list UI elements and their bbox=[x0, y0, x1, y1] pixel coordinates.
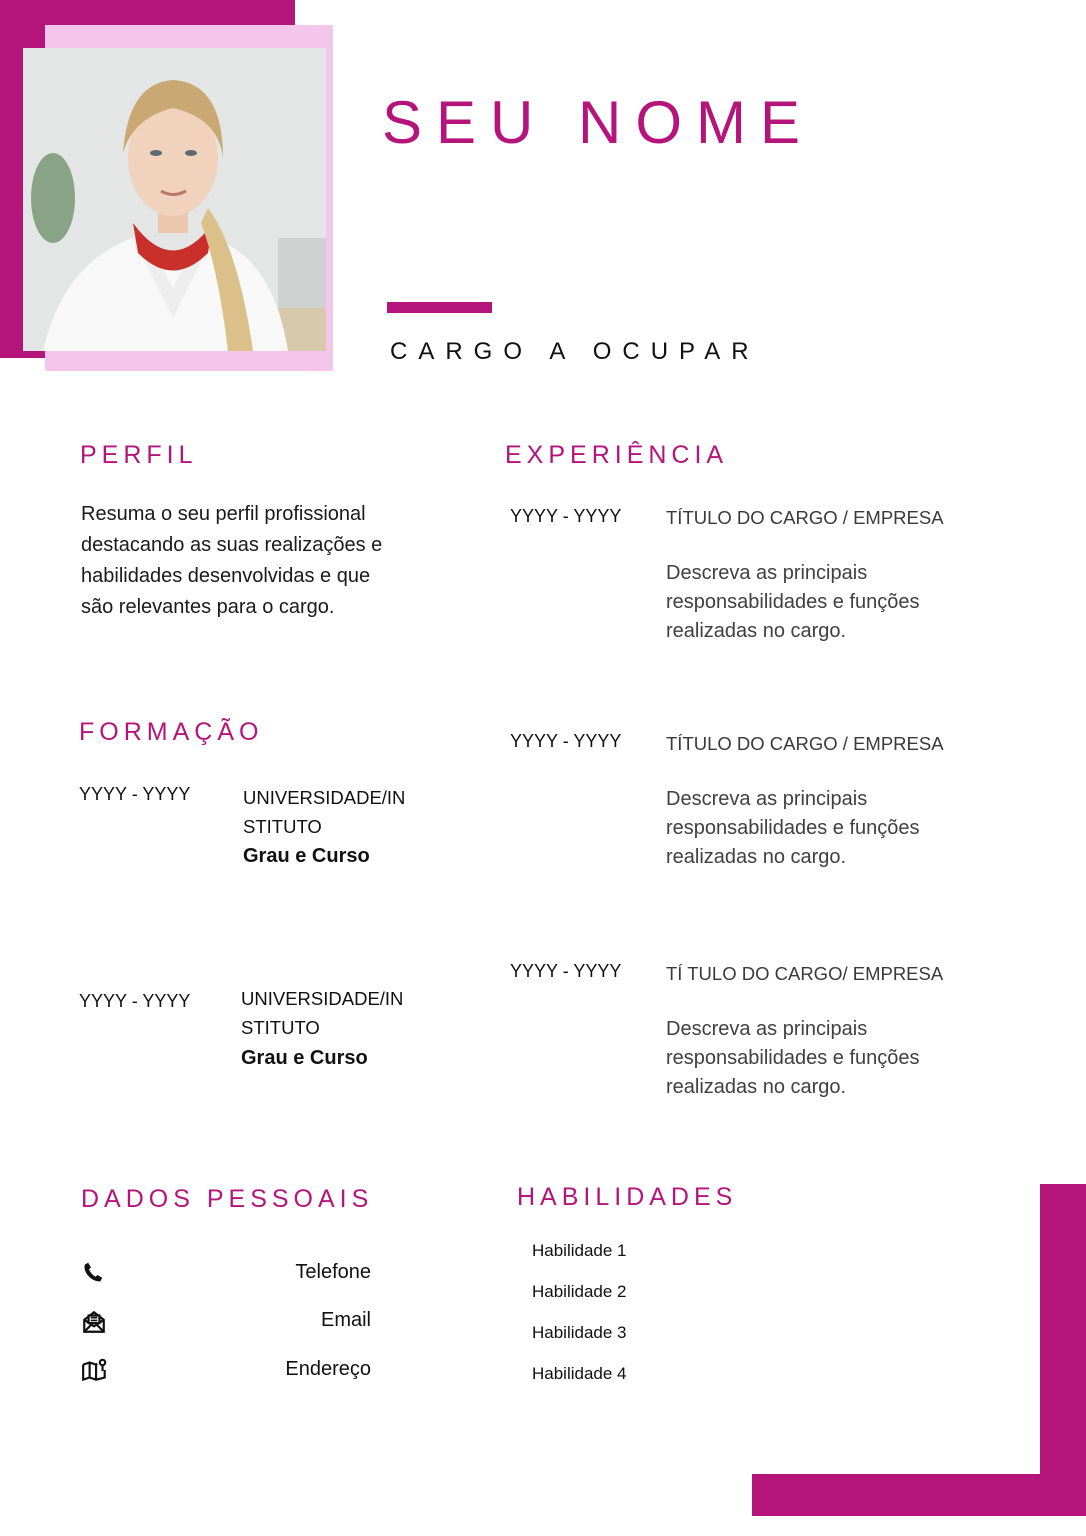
job-title: CARGO A OCUPAR bbox=[390, 338, 760, 365]
section-title-habilidades: HABILIDADES bbox=[517, 1183, 738, 1211]
education-degree: Grau e Curso bbox=[243, 845, 370, 867]
description-line: realizadas no cargo. bbox=[666, 620, 847, 642]
contact-address: Endereço bbox=[285, 1358, 371, 1380]
perfil-line: Resuma o seu perfil profissional bbox=[81, 503, 366, 525]
section-title-dados-pessoais: DADOS PESSOAIS bbox=[81, 1185, 374, 1213]
skill-item: Habilidade 4 bbox=[532, 1364, 627, 1383]
education-dates: YYYY - YYYY bbox=[79, 784, 191, 804]
candidate-name: SEU NOME bbox=[382, 89, 815, 156]
education-degree: Grau e Curso bbox=[241, 1047, 368, 1069]
section-title-experiencia: EXPERIÊNCIA bbox=[505, 441, 729, 469]
email-icon bbox=[81, 1309, 107, 1335]
section-title-formacao: FORMAÇÃO bbox=[79, 718, 264, 746]
description-line: Descreva as principais bbox=[666, 788, 868, 810]
perfil-line: habilidades desenvolvidas e que bbox=[81, 565, 371, 587]
perfil-line: destacando as suas realizações e bbox=[81, 534, 383, 556]
map-icon bbox=[81, 1357, 107, 1383]
experience-dates: YYYY - YYYY bbox=[510, 731, 622, 751]
decorative-corner-vertical bbox=[1040, 1184, 1086, 1516]
experience-title: TÍTULO DO CARGO / EMPRESA bbox=[666, 507, 944, 528]
education-institution bbox=[241, 984, 416, 1042]
experience-description bbox=[666, 785, 966, 872]
experience-title: TÍ TULO DO CARGO/ EMPRESA bbox=[666, 963, 944, 984]
section-title-perfil: PERFIL bbox=[80, 441, 198, 469]
education-dates: YYYY - YYYY bbox=[79, 991, 191, 1011]
institution-line: STITUTO bbox=[241, 1017, 320, 1038]
skill-item: Habilidade 3 bbox=[532, 1323, 627, 1342]
phone-icon bbox=[81, 1260, 107, 1286]
description-line: realizadas no cargo. bbox=[666, 1076, 847, 1098]
contact-phone: Telefone bbox=[295, 1261, 371, 1283]
institution-line: UNIVERSIDADE/IN bbox=[243, 787, 406, 808]
institution-line: UNIVERSIDADE/IN bbox=[241, 988, 404, 1009]
perfil-line: são relevantes para o cargo. bbox=[81, 596, 335, 618]
experience-title: TÍTULO DO CARGO / EMPRESA bbox=[666, 733, 944, 754]
experience-description bbox=[666, 559, 966, 646]
institution-line: STITUTO bbox=[243, 816, 322, 837]
contact-email: Email bbox=[320, 1309, 371, 1331]
description-line: responsabilidades e funções bbox=[666, 817, 920, 839]
skill-item: Habilidade 2 bbox=[532, 1282, 627, 1301]
portrait-illustration-icon bbox=[23, 48, 326, 351]
experience-description bbox=[666, 1015, 966, 1102]
description-line: Descreva as principais bbox=[666, 1018, 868, 1040]
description-line: Descreva as principais bbox=[666, 562, 868, 584]
skill-item: Habilidade 1 bbox=[532, 1241, 627, 1260]
decorative-corner-horizontal bbox=[752, 1474, 1086, 1516]
experience-dates: YYYY - YYYY bbox=[510, 506, 622, 526]
experience-dates: YYYY - YYYY bbox=[510, 961, 622, 981]
education-institution bbox=[243, 783, 418, 841]
accent-divider bbox=[387, 302, 492, 313]
description-line: realizadas no cargo. bbox=[666, 846, 847, 868]
profile-photo bbox=[23, 48, 326, 351]
description-line: responsabilidades e funções bbox=[666, 1047, 920, 1069]
description-line: responsabilidades e funções bbox=[666, 591, 920, 613]
perfil-text bbox=[81, 499, 461, 623]
